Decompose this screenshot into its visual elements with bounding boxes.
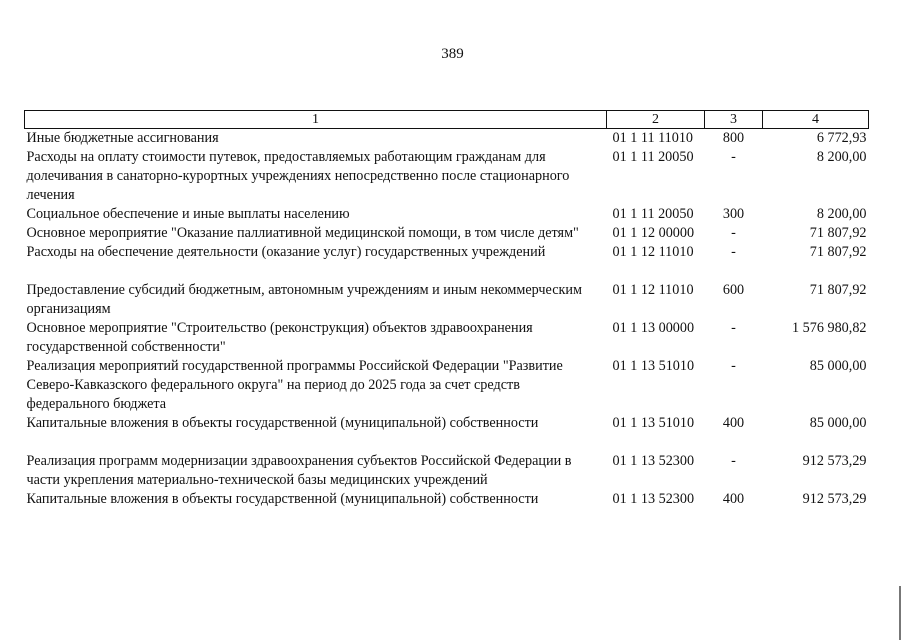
row-amount: 912 573,29 [802, 453, 867, 469]
row-amount: 912 573,29 [802, 491, 867, 507]
row-name: Социальное обеспечение и иные выплаты населению [26, 206, 350, 222]
budget-table-container [24, 110, 868, 509]
row-name: Основное мероприятие "Оказание паллиативной медицинской помощи, в том числе детям" [26, 225, 579, 241]
row-amount: 8 200,00 [816, 206, 867, 222]
row-name: Капитальные вложения в объекты государственной (муниципальной) собственности [26, 415, 539, 431]
scan-edge-line [899, 586, 901, 640]
row-amount: 85 000,00 [809, 415, 867, 431]
header-col-4: 4 [763, 111, 869, 129]
row-code: 01 1 13 51010 [612, 358, 695, 374]
row-amount: 85 000,00 [809, 358, 867, 374]
row-expense-type: - [731, 358, 736, 374]
row-code: 01 1 11 20050 [612, 206, 694, 222]
row-expense-type: - [731, 149, 736, 165]
row-amount: 1 576 980,82 [792, 320, 867, 336]
header-row [25, 111, 869, 129]
header-col-1: 1 [25, 111, 607, 129]
row-code: 01 1 13 52300 [612, 491, 695, 507]
table-header [25, 111, 869, 129]
row-expense-type: 400 [722, 415, 745, 431]
budget-table [24, 110, 869, 509]
row-code: 01 1 12 11010 [612, 282, 694, 298]
row-code: 01 1 13 51010 [612, 415, 695, 431]
row-name: Капитальные вложения в объекты государственной (муниципальной) собственности [26, 491, 539, 507]
table-row [25, 490, 869, 509]
table-row [25, 357, 869, 414]
row-expense-type: - [731, 320, 736, 336]
row-amount: 6 772,93 [816, 130, 867, 146]
table-row [25, 148, 869, 205]
row-expense-type: - [731, 225, 736, 241]
row-amount: 71 807,92 [809, 244, 867, 260]
row-amount: 71 807,92 [809, 282, 867, 298]
row-amount: 71 807,92 [809, 225, 867, 241]
row-code: 01 1 13 52300 [612, 453, 695, 469]
row-name: Реализация мероприятий государственной программы Российской Федерации "Развитие Северо-Кавказского федерального округа" на период до 2025 года за счет средств федерального бюджета [26, 358, 563, 412]
row-amount: 8 200,00 [816, 149, 867, 165]
row-name: Иные бюджетные ассигнования [26, 130, 219, 146]
table-row [25, 319, 869, 357]
table-row [25, 281, 869, 319]
row-expense-type: - [731, 244, 736, 260]
table-row [25, 414, 869, 452]
row-code: 01 1 11 11010 [612, 130, 694, 146]
table-row [25, 243, 869, 281]
row-expense-type: 600 [722, 282, 745, 298]
row-expense-type: 400 [722, 491, 745, 507]
row-name: Основное мероприятие "Строительство (реконструкция) объектов здравоохранения государственной собственности" [26, 320, 533, 355]
row-code: 01 1 11 20050 [612, 149, 694, 165]
row-name: Предоставление субсидий бюджетным, автономным учреждениям и иным некоммерческим организациям [26, 282, 582, 317]
row-expense-type: 300 [722, 206, 745, 222]
row-expense-type: 800 [722, 130, 745, 146]
table-row [25, 224, 869, 243]
row-name: Реализация программ модернизации здравоохранения субъектов Российской Федерации в части укрепления материально-технической базы медицинских учреждений [26, 453, 572, 488]
table-row [25, 205, 869, 224]
table-row [25, 452, 869, 490]
page-number: 389 [441, 46, 464, 62]
header-col-3: 3 [705, 111, 763, 129]
row-name: Расходы на обеспечение деятельности (оказание услуг) государственных учреждений [26, 244, 546, 260]
row-expense-type: - [731, 453, 736, 469]
row-code: 01 1 12 00000 [612, 225, 695, 241]
header-col-2: 2 [607, 111, 705, 129]
table-row [25, 129, 869, 149]
row-code: 01 1 12 11010 [612, 244, 694, 260]
row-code: 01 1 13 00000 [612, 320, 695, 336]
row-name: Расходы на оплату стоимости путевок, предоставляемых работающим гражданам для долечивания в санаторно-курортных учреждениях непосредственно после стационарного лечения [26, 149, 570, 203]
table-body [25, 129, 869, 510]
